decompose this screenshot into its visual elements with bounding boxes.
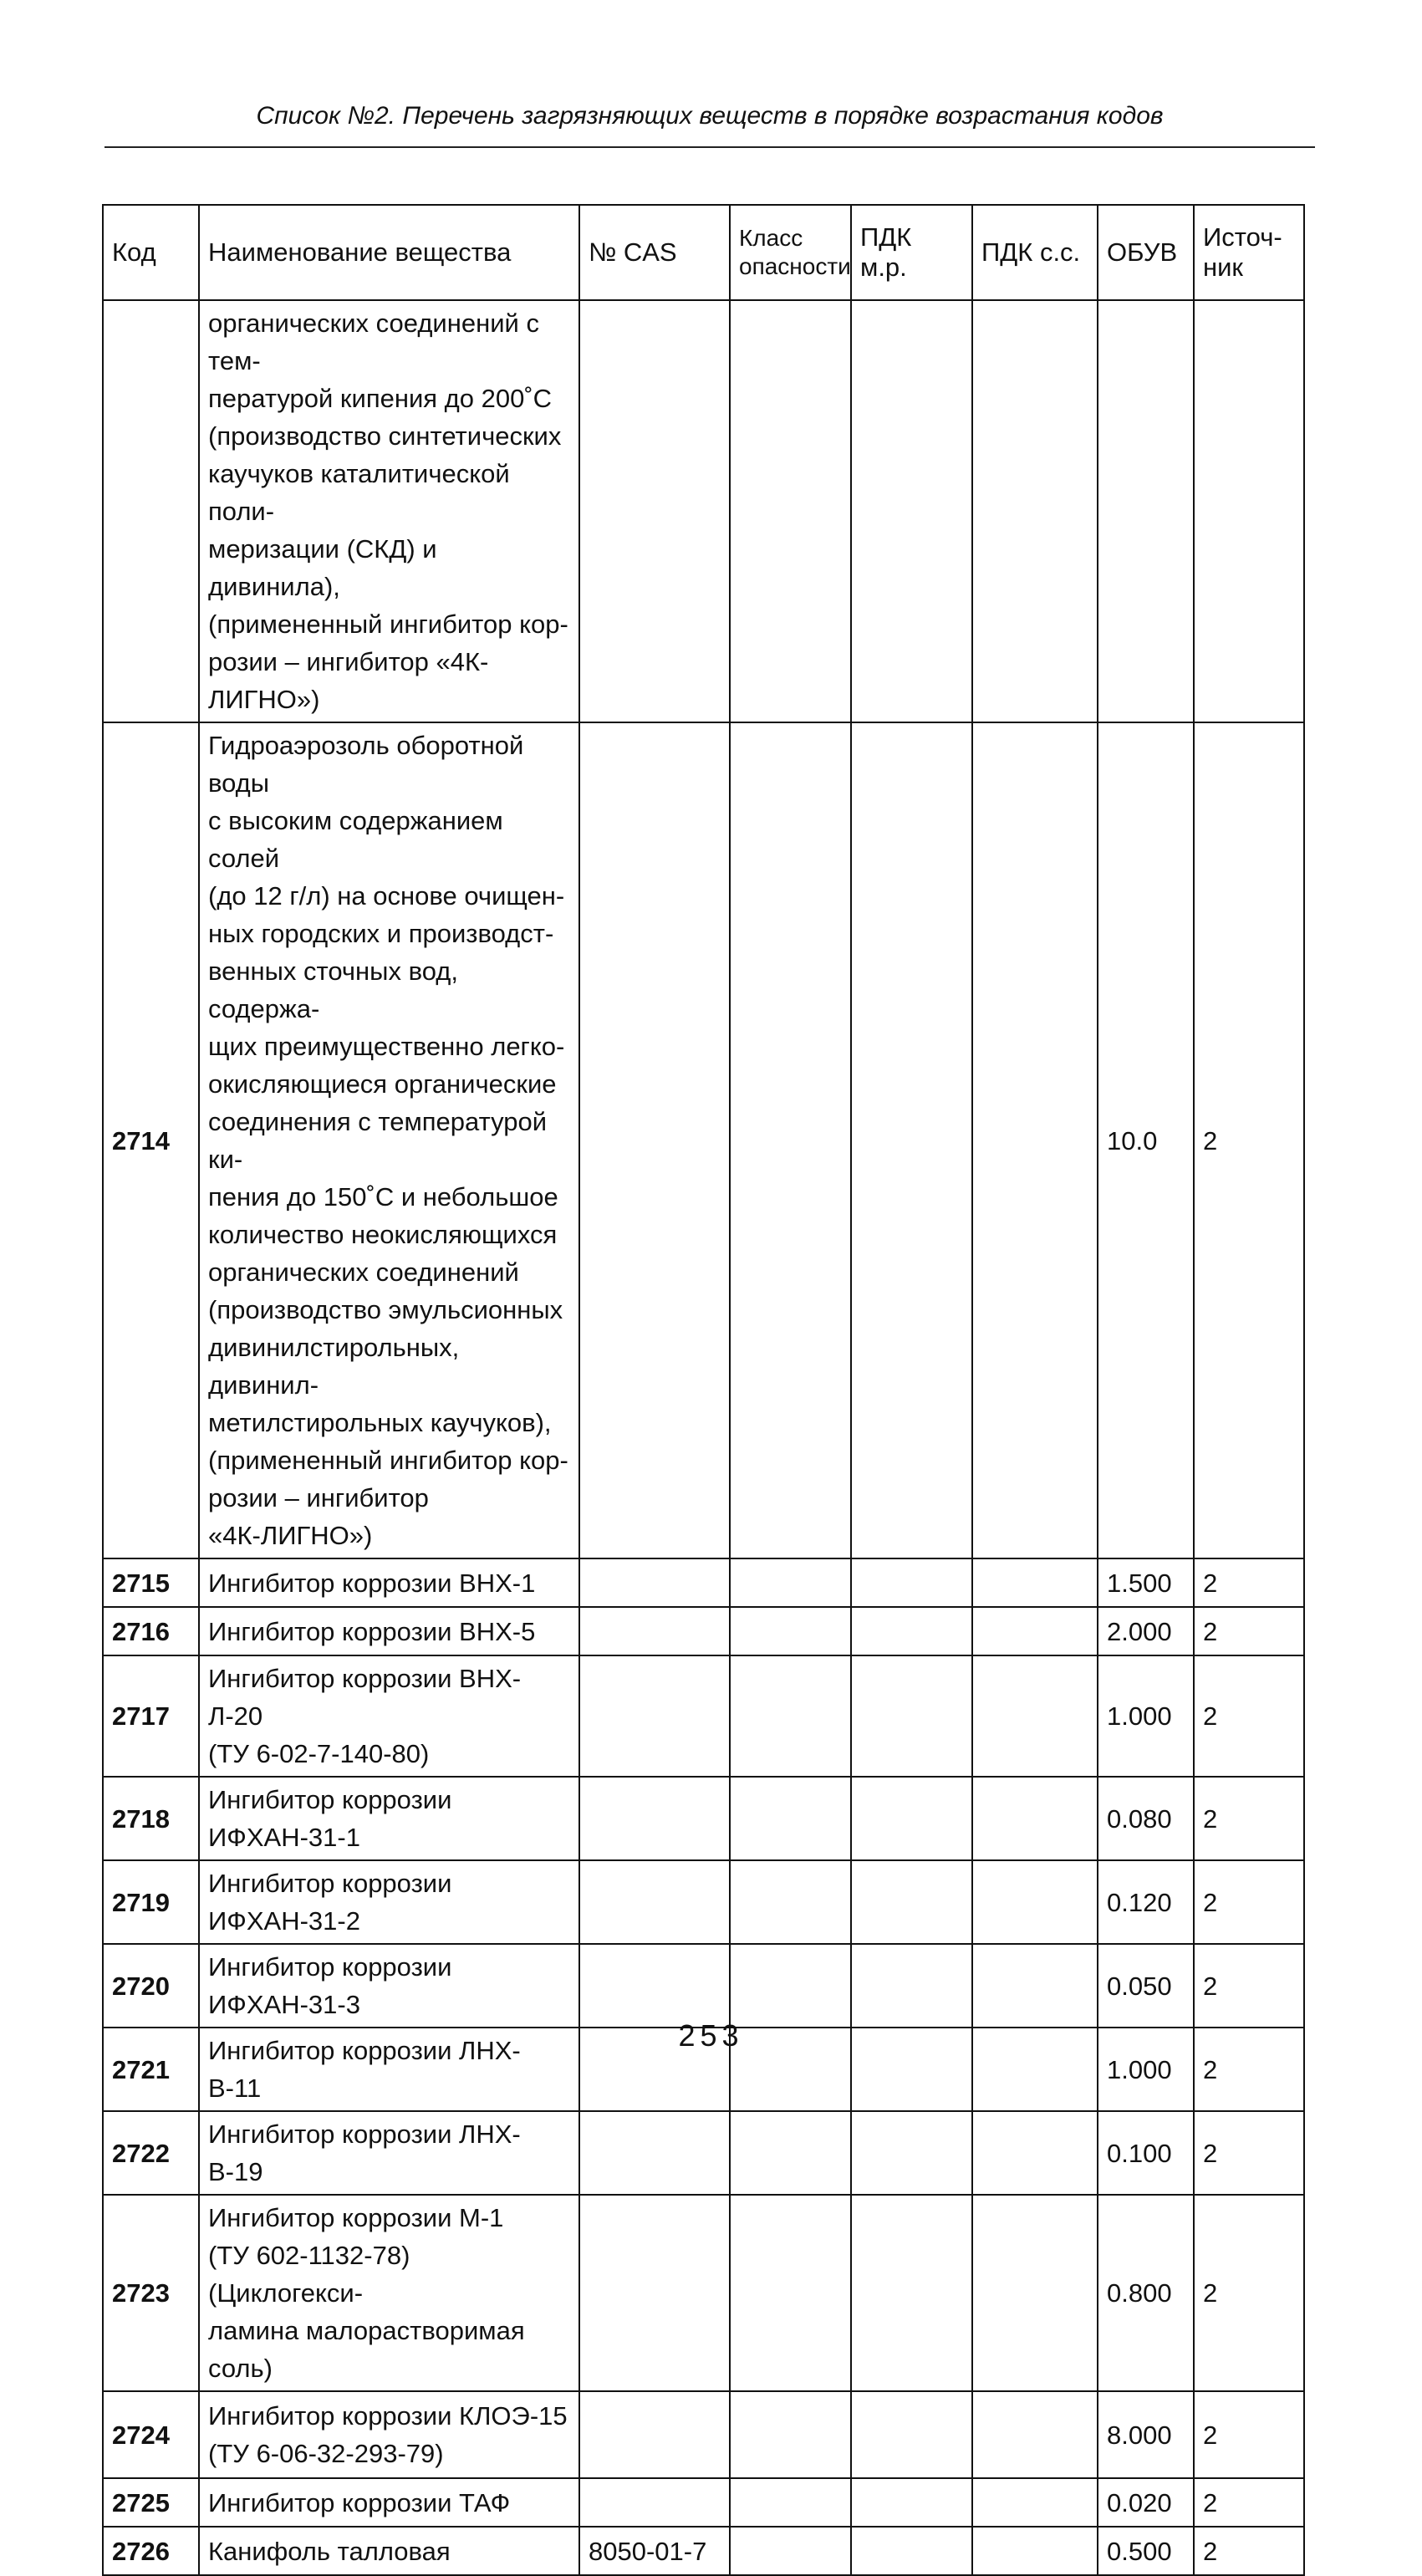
cell-obuv: 2.000: [1098, 1607, 1194, 1655]
cell-pdk-ss: [972, 1860, 1098, 1944]
cell-obuv: 8.000: [1098, 2391, 1194, 2478]
cell-pdk-mr: [851, 1607, 972, 1655]
cell-obuv: 1.000: [1098, 1655, 1194, 1777]
cell-hazard-class: [730, 1607, 851, 1655]
column-header-code: Код: [103, 205, 199, 300]
cell-pdk-ss: [972, 2111, 1098, 2195]
cell-cas: [579, 2195, 730, 2391]
cell-pdk-mr: [851, 1558, 972, 1607]
table-header-row: [103, 205, 1304, 300]
cell-pdk-ss: [972, 2391, 1098, 2478]
cell-hazard-class: [730, 2111, 851, 2195]
cell-cas: [579, 300, 730, 722]
substances-table: [102, 204, 1305, 2576]
cell-code: 2725: [103, 2478, 199, 2527]
cell-cas: [579, 1860, 730, 1944]
cell-pdk-ss: [972, 1607, 1098, 1655]
cell-hazard-class: [730, 300, 851, 722]
cell-name: Ингибитор коррозии ВНХ-5: [199, 1607, 579, 1655]
cell-name: Гидроаэрозоль оборотной воды с высоким содержанием солей (до 12 г/л) на основе очищен- ных городских и производст- венных сточных вод, содержа- щих преимущественно легко- окисляющиеся органические соединения с температурой ки- пения до 150˚С и небольшое количество неокисляющихся органических соединений (производство эмульсионных дивинилстирольных, дивинил- метилстирольных каучуков), (примененный ингибитор кор- розии – ингибитор «4К-ЛИГНО»): [199, 722, 579, 1558]
cell-name: Ингибитор коррозии ЛНХ-В-19: [199, 2111, 579, 2195]
cell-hazard-class: [730, 722, 851, 1558]
cell-obuv: 0.120: [1098, 1860, 1194, 1944]
cell-hazard-class: [730, 1777, 851, 1860]
cell-pdk-ss: [972, 722, 1098, 1558]
cell-code: 2717: [103, 1655, 199, 1777]
cell-pdk-mr: [851, 2111, 972, 2195]
cell-name: Ингибитор коррозии ВНХ-1: [199, 1558, 579, 1607]
cell-name: Ингибитор коррозии ИФХАН-31-1: [199, 1777, 579, 1860]
cell-name: Ингибитор коррозии ЛНХ-В-11: [199, 2028, 579, 2111]
cell-obuv: 1.000: [1098, 2028, 1194, 2111]
cell-pdk-ss: [972, 2195, 1098, 2391]
cell-source: 2: [1194, 1777, 1304, 1860]
header-divider: [104, 146, 1315, 148]
cell-name: Ингибитор коррозии ИФХАН-31-2: [199, 1860, 579, 1944]
table-row: [103, 722, 1304, 1558]
cell-cas: [579, 1777, 730, 1860]
cell-pdk-ss: [972, 2527, 1098, 2575]
cell-code: 2719: [103, 1860, 199, 1944]
cell-pdk-mr: [851, 1777, 972, 1860]
cell-pdk-ss: [972, 300, 1098, 722]
cell-pdk-ss: [972, 1558, 1098, 1607]
cell-name: Ингибитор коррозии ВНХ-Л-20 (ТУ 6-02-7-140-80): [199, 1655, 579, 1777]
cell-hazard-class: [730, 2195, 851, 2391]
table-row: [103, 1860, 1304, 1944]
cell-pdk-mr: [851, 722, 972, 1558]
cell-obuv: 0.100: [1098, 2111, 1194, 2195]
cell-name: Ингибитор коррозии ИФХАН-31-3: [199, 1944, 579, 2028]
table-row: [103, 2478, 1304, 2527]
cell-source: 2: [1194, 2478, 1304, 2527]
table-row: [103, 1777, 1304, 1860]
cell-source: 2: [1194, 2195, 1304, 2391]
page-number: 253: [678, 2018, 744, 2053]
cell-code: 2716: [103, 1607, 199, 1655]
cell-pdk-ss: [972, 2478, 1098, 2527]
cell-source: 2: [1194, 722, 1304, 1558]
cell-pdk-mr: [851, 2527, 972, 2575]
cell-source: 2: [1194, 1558, 1304, 1607]
cell-pdk-mr: [851, 2478, 972, 2527]
column-header-obuv: ОБУВ: [1098, 205, 1194, 300]
cell-hazard-class: [730, 1944, 851, 2028]
cell-name: органических соединений с тем- пературой кипения до 200˚С (производство синтетических каучуков каталитической поли- меризации (СКД) и дивинила), (примененный ингибитор кор- розии – ингибитор «4К-ЛИГНО»): [199, 300, 579, 722]
cell-hazard-class: [730, 1558, 851, 1607]
cell-code: 2718: [103, 1777, 199, 1860]
cell-cas: [579, 2391, 730, 2478]
page-header-title: Список №2. Перечень загрязняющих веществ в порядке возрастания кодов: [256, 102, 1164, 130]
cell-pdk-mr: [851, 2391, 972, 2478]
table-row: [103, 1655, 1304, 1777]
table-row: [103, 1944, 1304, 2028]
cell-pdk-ss: [972, 1655, 1098, 1777]
cell-code: 2724: [103, 2391, 199, 2478]
column-header-cas: № CAS: [579, 205, 730, 300]
cell-cas: [579, 1655, 730, 1777]
table-row: [103, 2111, 1304, 2195]
cell-hazard-class: [730, 1655, 851, 1777]
cell-hazard-class: [730, 2478, 851, 2527]
cell-source: 2: [1194, 1944, 1304, 2028]
cell-code: 2726: [103, 2527, 199, 2575]
cell-pdk-ss: [972, 1944, 1098, 2028]
cell-code: 2722: [103, 2111, 199, 2195]
cell-source: 2: [1194, 2111, 1304, 2195]
cell-hazard-class: [730, 1860, 851, 1944]
table-row-continuation: [103, 300, 1304, 722]
table-row: [103, 2195, 1304, 2391]
cell-code: 2714: [103, 722, 199, 1558]
cell-source: 2: [1194, 1655, 1304, 1777]
cell-obuv: 0.800: [1098, 2195, 1194, 2391]
cell-name: Ингибитор коррозии КЛОЭ-15 (ТУ 6-06-32-293-79): [199, 2391, 579, 2478]
cell-hazard-class: [730, 2391, 851, 2478]
cell-pdk-mr: [851, 1944, 972, 2028]
cell-source: 2: [1194, 1860, 1304, 1944]
cell-pdk-mr: [851, 300, 972, 722]
column-header-name: Наименование вещества: [199, 205, 579, 300]
cell-pdk-mr: [851, 2195, 972, 2391]
column-header-hazard-class: Класс опасности: [730, 205, 851, 300]
table-row: [103, 1607, 1304, 1655]
cell-cas: [579, 1558, 730, 1607]
cell-pdk-mr: [851, 1655, 972, 1777]
cell-cas: 8050-01-7: [579, 2527, 730, 2575]
table-row: [103, 2391, 1304, 2478]
cell-cas: [579, 2478, 730, 2527]
cell-code: [103, 300, 199, 722]
cell-obuv: 0.500: [1098, 2527, 1194, 2575]
cell-source: 2: [1194, 2028, 1304, 2111]
cell-cas: [579, 1607, 730, 1655]
cell-name: Ингибитор коррозии М-1 (ТУ 602-1132-78) (Циклогекси- ламина малорастворимая соль): [199, 2195, 579, 2391]
cell-code: 2720: [103, 1944, 199, 2028]
cell-name: Канифоль талловая: [199, 2527, 579, 2575]
cell-obuv: 1.500: [1098, 1558, 1194, 1607]
cell-cas: [579, 1944, 730, 2028]
cell-obuv: 0.080: [1098, 1777, 1194, 1860]
cell-obuv: [1098, 300, 1194, 722]
cell-code: 2721: [103, 2028, 199, 2111]
cell-source: 2: [1194, 2527, 1304, 2575]
column-header-pdk-mr: ПДК м.р.: [851, 205, 972, 300]
cell-cas: [579, 2111, 730, 2195]
cell-hazard-class: [730, 2527, 851, 2575]
column-header-source: Источ- ник: [1194, 205, 1304, 300]
cell-obuv: 0.020: [1098, 2478, 1194, 2527]
cell-pdk-ss: [972, 1777, 1098, 1860]
cell-code: 2723: [103, 2195, 199, 2391]
cell-pdk-mr: [851, 1860, 972, 1944]
table-row: [103, 1558, 1304, 1607]
cell-source: [1194, 300, 1304, 722]
cell-code: 2715: [103, 1558, 199, 1607]
cell-name: Ингибитор коррозии ТАФ: [199, 2478, 579, 2527]
cell-source: 2: [1194, 1607, 1304, 1655]
column-header-pdk-ss: ПДК с.с.: [972, 205, 1098, 300]
cell-obuv: 10.0: [1098, 722, 1194, 1558]
cell-obuv: 0.050: [1098, 1944, 1194, 2028]
cell-cas: [579, 722, 730, 1558]
cell-source: 2: [1194, 2391, 1304, 2478]
table-row: [103, 2527, 1304, 2575]
